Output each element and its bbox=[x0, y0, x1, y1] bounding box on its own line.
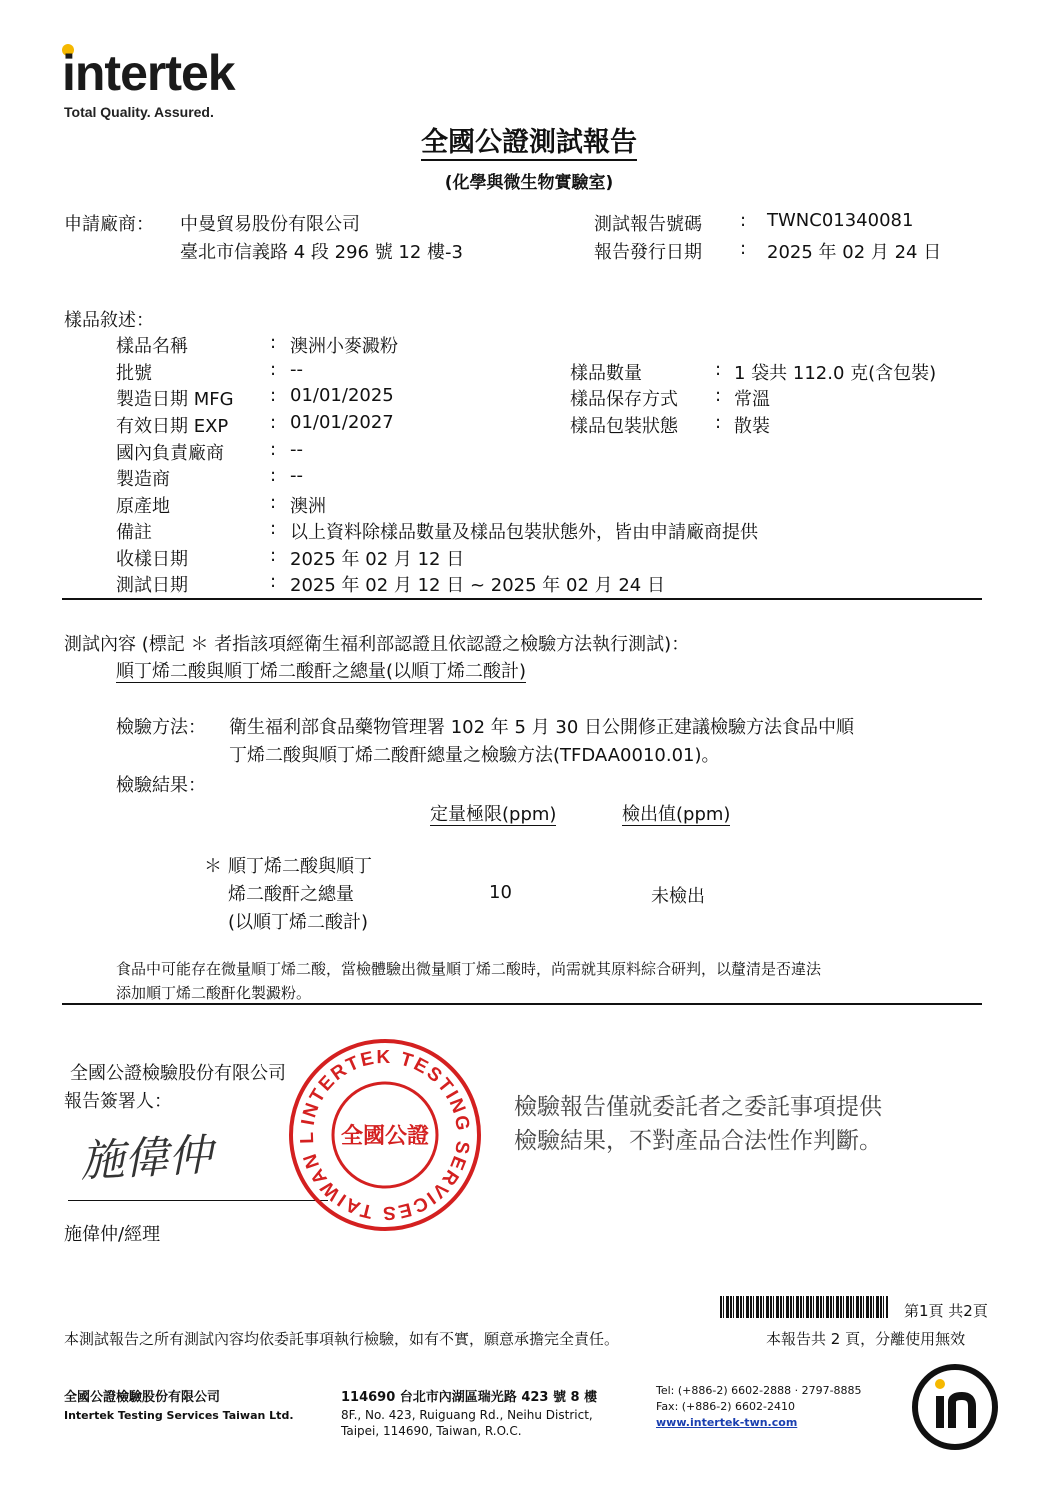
signer-label: 報告簽署人： bbox=[64, 1091, 172, 1112]
report-date-colon: : bbox=[740, 238, 747, 259]
sample-label: 原產地 bbox=[116, 496, 170, 517]
sample-colon: : bbox=[715, 385, 722, 406]
test-note-line1: 食品中可能存在微量順丁烯二酸，當檢體驗出微量順丁烯二酸時，尚需就其原料綜合研判，以釐清是否違法 bbox=[116, 960, 822, 978]
barcode bbox=[720, 1296, 888, 1318]
sample-colon: : bbox=[270, 412, 277, 433]
sample-colon: : bbox=[270, 518, 277, 539]
sample-label: 批號 bbox=[116, 363, 152, 384]
disclaimer-line1: 檢驗報告僅就委託者之委託事項提供 bbox=[514, 1094, 882, 1120]
disclaimer-line2: 檢驗結果，不對產品合法性作判斷。 bbox=[514, 1128, 882, 1154]
analyte-line1: 順丁烯二酸與順丁 bbox=[228, 856, 372, 877]
company-seal bbox=[285, 1035, 485, 1235]
sample-label: 樣品保存方式 bbox=[570, 389, 678, 410]
column-result-header: 檢出值(ppm) bbox=[622, 804, 731, 825]
sample-value: 以上資料除樣品數量及樣品包裝狀態外，皆由申請廠商提供 bbox=[290, 522, 758, 543]
sample-value: 澳洲小麥澱粉 bbox=[290, 336, 398, 357]
test-item-title: 順丁烯二酸與順丁烯二酸酐之總量(以順丁烯二酸計) bbox=[116, 661, 527, 682]
footer-website-link[interactable]: www.intertek-twn.com bbox=[656, 1416, 798, 1429]
sample-label: 樣品包裝狀態 bbox=[570, 416, 678, 437]
sample-label: 備註 bbox=[116, 522, 152, 543]
report-date-label: 報告發行日期 bbox=[594, 242, 702, 263]
column-limit-header: 定量極限(ppm) bbox=[430, 804, 557, 825]
limit-value: 10 bbox=[489, 882, 512, 903]
sample-value: 散裝 bbox=[734, 416, 770, 437]
sample-label: 測試日期 bbox=[116, 575, 188, 596]
responsibility-statement: 本測試報告之所有測試內容均依委託事項執行檢驗，如有不實，願意承擔完全責任。 bbox=[64, 1330, 620, 1348]
footer-company-zh: 全國公證檢驗股份有限公司 bbox=[64, 1390, 221, 1405]
page-subtitle: (化學與微生物實驗室) bbox=[444, 173, 614, 193]
method-label: 檢驗方法： bbox=[116, 717, 206, 738]
sample-value: -- bbox=[290, 465, 303, 486]
signer-name-title: 施偉仲/經理 bbox=[64, 1224, 161, 1245]
sample-label: 收樣日期 bbox=[116, 549, 188, 570]
sample-colon: : bbox=[270, 332, 277, 353]
logo-tagline: Total Quality. Assured. bbox=[64, 104, 214, 120]
sample-value: 01/01/2027 bbox=[290, 412, 394, 433]
page-count-statement: 本報告共 2 頁，分離使用無效 bbox=[766, 1330, 966, 1348]
applicant-name: 中曼貿易股份有限公司 bbox=[180, 214, 360, 235]
sample-value: 2025 年 02 月 12 日 bbox=[290, 549, 465, 570]
sample-colon: : bbox=[715, 359, 722, 380]
test-note-line2: 添加順丁烯二酸酐化製澱粉。 bbox=[116, 984, 312, 1002]
divider bbox=[62, 1003, 982, 1005]
method-text-line1: 衛生福利部食品藥物管理署 102 年 5 月 30 日公開修正建議檢驗方法食品中順 bbox=[229, 717, 855, 738]
footer-fax: Fax: (+886-2) 6602-2410 bbox=[656, 1400, 795, 1413]
sample-label: 樣品名稱 bbox=[116, 336, 188, 357]
signing-company: 全國公證檢驗股份有限公司 bbox=[70, 1063, 286, 1084]
sample-colon: : bbox=[270, 465, 277, 486]
sample-label: 樣品數量 bbox=[570, 363, 642, 384]
report-number-colon: : bbox=[740, 210, 747, 231]
footer-address-zh: 114690 台北市內湖區瑞光路 423 號 8 樓 bbox=[341, 1390, 598, 1405]
analyte-line3: (以順丁烯二酸計) bbox=[228, 912, 369, 933]
result-value: 未檢出 bbox=[651, 886, 705, 907]
sample-value: 澳洲 bbox=[290, 496, 326, 517]
sample-value: 常溫 bbox=[734, 389, 770, 410]
page-indicator: 第1頁 共2頁 bbox=[904, 1302, 988, 1320]
sample-colon: : bbox=[270, 385, 277, 406]
applicant-address: 臺北市信義路 4 段 296 號 12 樓-3 bbox=[180, 242, 463, 263]
sample-colon: : bbox=[270, 359, 277, 380]
intertek-logo: intertek bbox=[62, 45, 235, 101]
applicant-label: 申請廠商： bbox=[64, 214, 154, 235]
footer-address-en1: 8F., No. 423, Ruiguang Rd., Neihu District, bbox=[341, 1408, 593, 1422]
footer-address-en2: Taipei, 114690, Taiwan, R.O.C. bbox=[341, 1424, 522, 1438]
sample-value: 01/01/2025 bbox=[290, 385, 394, 406]
sample-heading: 樣品敘述： bbox=[64, 310, 154, 331]
test-intro: 測試內容 (標記 ＊ 者指該項經衛生福利部認證且依認證之檢驗方法執行測試)： bbox=[64, 634, 690, 655]
handwritten-signature: 施偉仲 bbox=[78, 1129, 214, 1188]
seal-center-text: 全國公證 bbox=[340, 1124, 430, 1149]
sample-label: 有效日期 EXP bbox=[116, 416, 229, 437]
sample-colon: : bbox=[715, 412, 722, 433]
sample-label: 製造日期 MFG bbox=[116, 389, 234, 410]
report-date: 2025 年 02 月 24 日 bbox=[767, 242, 942, 263]
sample-label: 製造商 bbox=[116, 469, 170, 490]
sample-colon: : bbox=[270, 545, 277, 566]
report-number: TWNC01340081 bbox=[767, 210, 914, 231]
sample-colon: : bbox=[270, 439, 277, 460]
sample-value: 1 袋共 112.0 克(含包裝) bbox=[734, 363, 937, 384]
page-title: 全國公證測試報告 bbox=[0, 120, 1058, 159]
sample-value: -- bbox=[290, 359, 303, 380]
sample-colon: : bbox=[270, 571, 277, 592]
intertek-in-icon bbox=[910, 1362, 1000, 1452]
sample-label: 國內負責廠商 bbox=[116, 443, 224, 464]
footer-company-en: Intertek Testing Services Taiwan Ltd. bbox=[64, 1409, 294, 1422]
method-text-line2: 丁烯二酸與順丁烯二酸酐總量之檢驗方法(TFDAA0010.01)。 bbox=[229, 745, 720, 766]
sample-colon: : bbox=[270, 492, 277, 513]
sample-value: 2025 年 02 月 12 日 ~ 2025 年 02 月 24 日 bbox=[290, 575, 665, 596]
divider bbox=[62, 598, 982, 600]
seal-ring-text: INTERTEK TESTING SERVICES TAIWAN L bbox=[296, 1046, 474, 1224]
analyte-line2: 烯二酸酐之總量 bbox=[228, 884, 354, 905]
result-label: 檢驗結果： bbox=[116, 775, 206, 796]
sample-value: -- bbox=[290, 439, 303, 460]
certified-star-icon: ＊ bbox=[204, 856, 222, 877]
footer-tel: Tel: (+886-2) 6602-2888 · 2797-8885 bbox=[656, 1384, 862, 1397]
report-number-label: 測試報告號碼 bbox=[594, 214, 702, 235]
